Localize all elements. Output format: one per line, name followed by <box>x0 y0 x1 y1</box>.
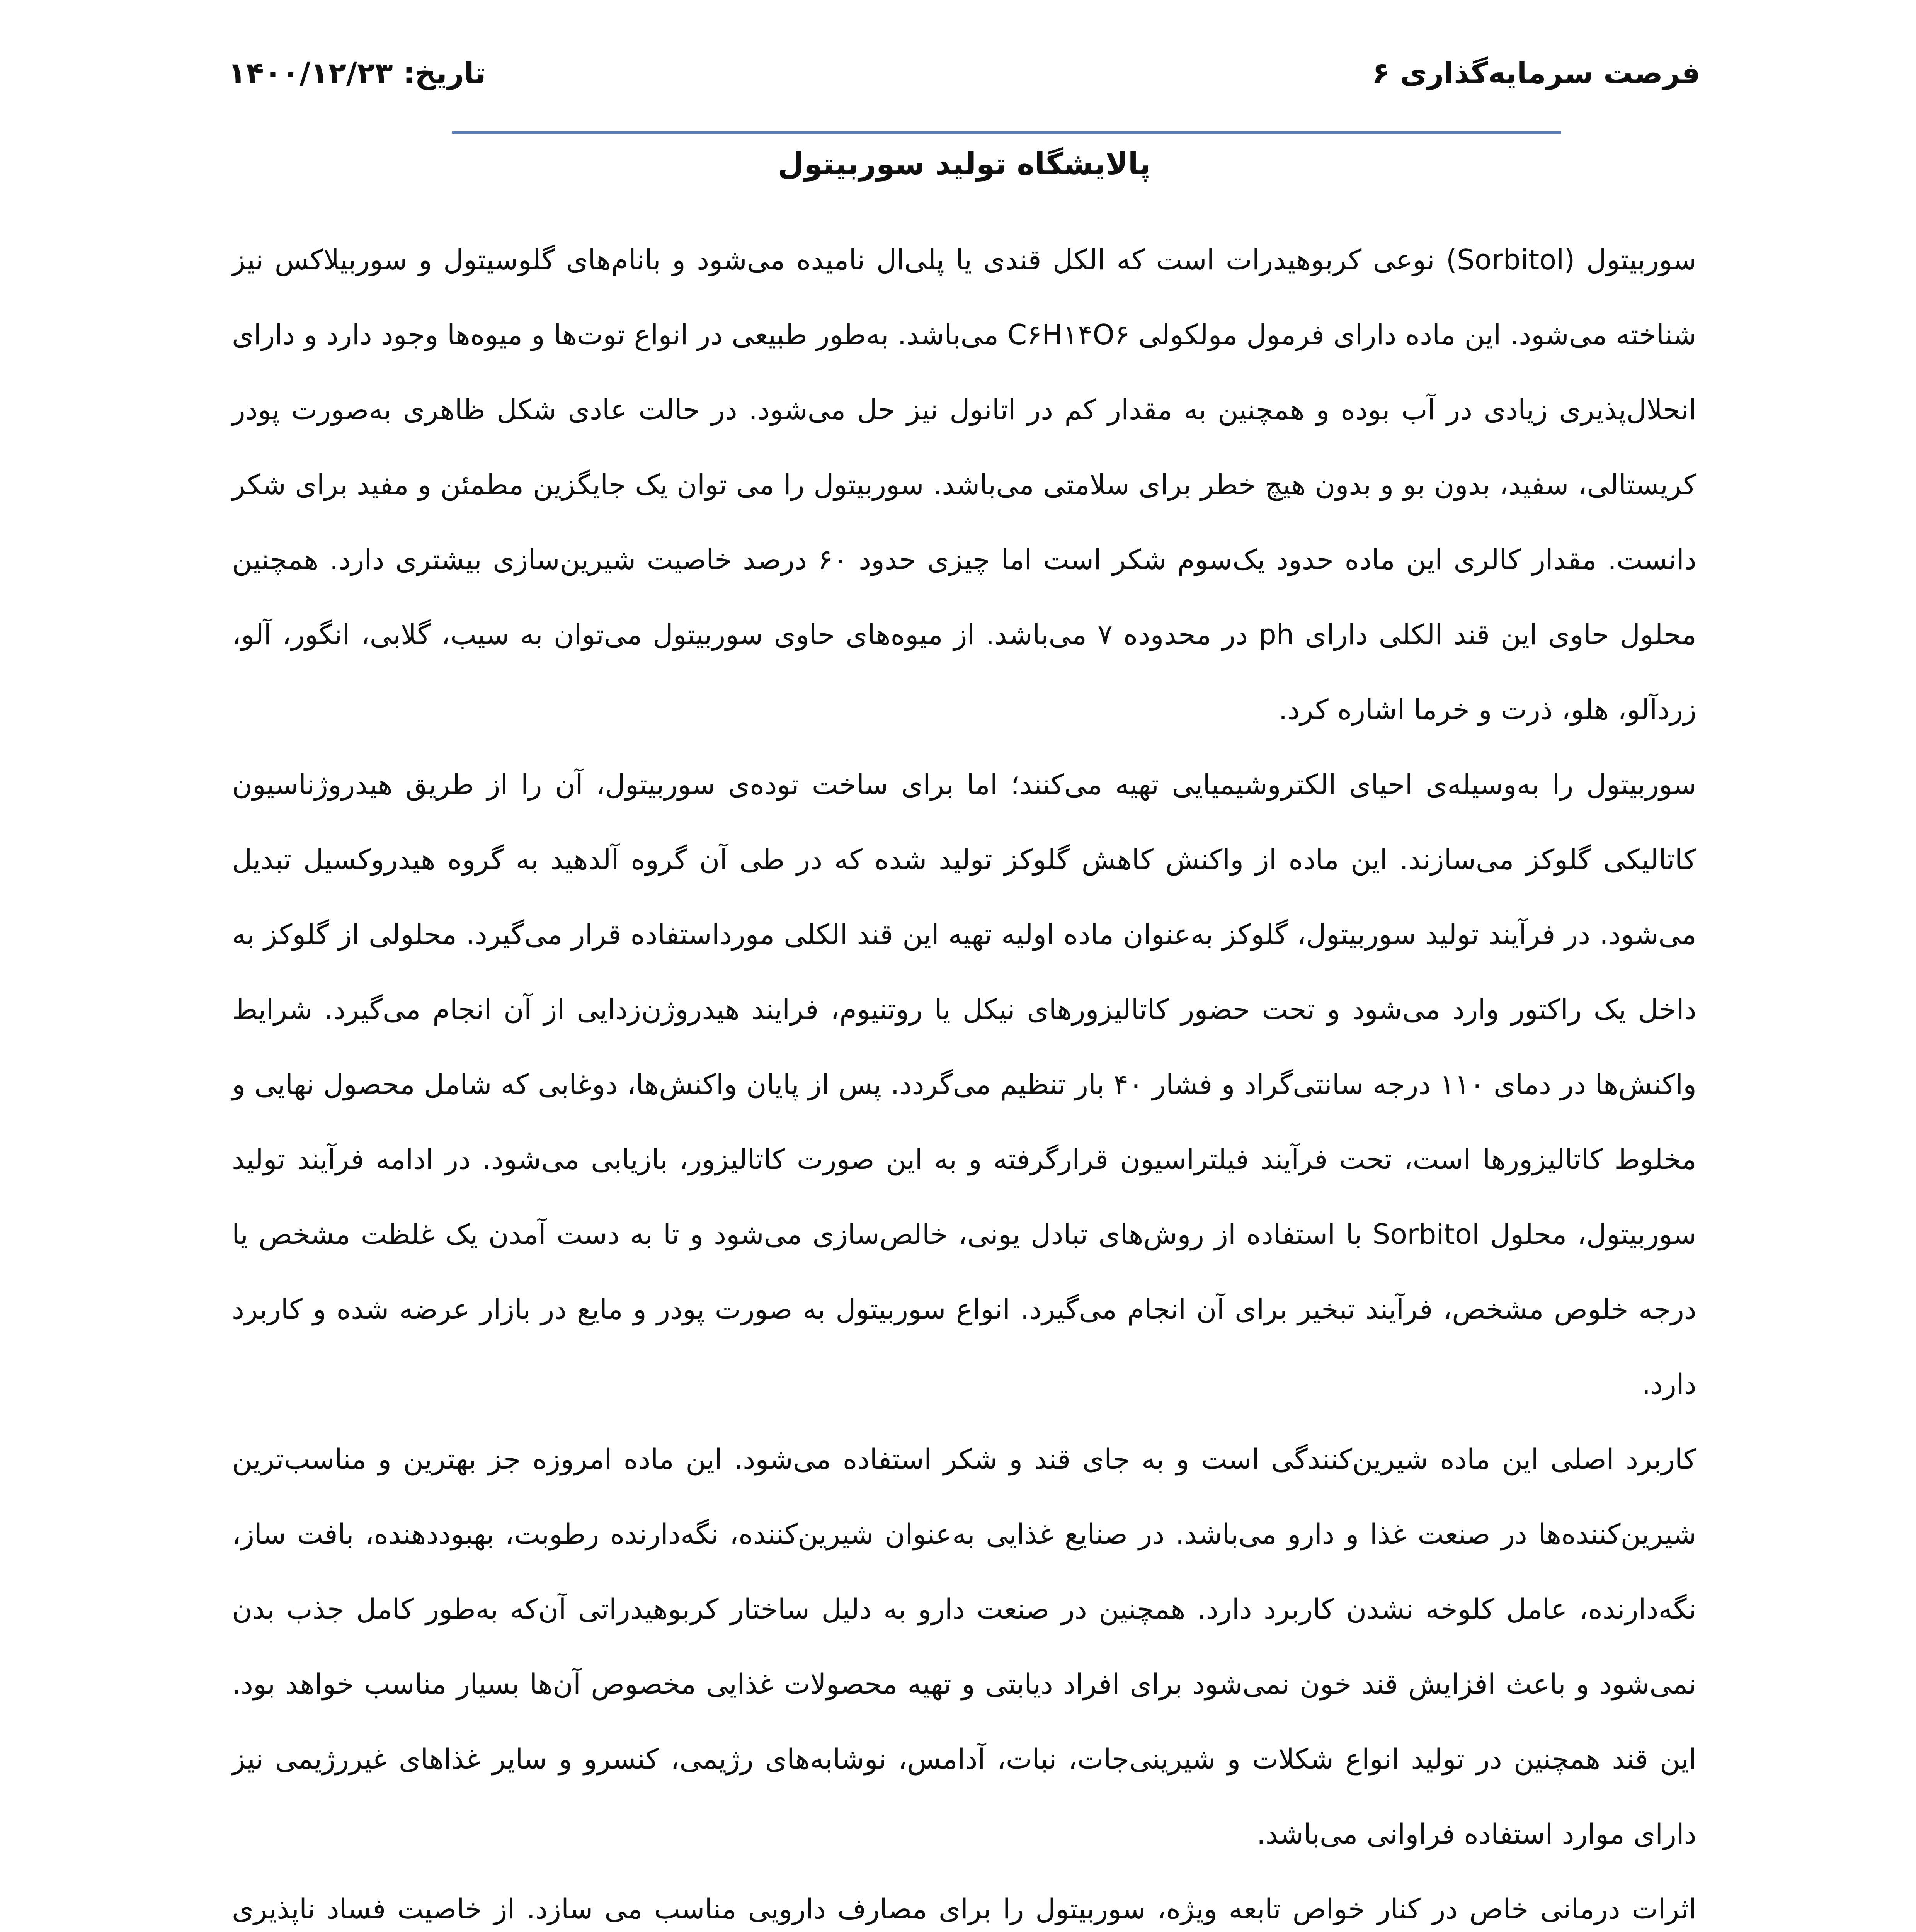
paragraph: کاربرد اصلی این ماده شیرین‌کنندگی است و به جای قند و شکر استفاده می‌شود. این ماده امروزه جز بهترین و مناسب‌ترین شیرین‌کننده‌ها در صنعت غذا و دارو می‌باشد. در صنایع غذایی به‌عنوان شیرین‌کننده، نگه‌دارنده رطوبت، بهبوددهنده، بافت ساز، نگه‌دارنده، عامل کلوخه نشدن کاربرد دارد. همچنین در صنعت دارو به دلیل ساختار کربوهیدراتی آن‌که به‌طور کامل جذب بدن نمی‌شود و باعث افزایش قند خون نمی‌شود برای افراد دیابتی و تهیه محصولات غذایی مخصوص آن‌ها بسیار مناسب خواهد بود. این قند همچنین در تولید انواع شکلات و شیرینی‌جات، نبات، آدامس، نوشابه‌های رژیمی، کنسرو و سایر غذاهای غیررژیمی نیز دارای موارد استفاده فراوانی می‌باشد. <box>232 1443 1696 1850</box>
body-text <box>232 222 1696 1932</box>
document-title: پالایشگاه تولید سوربیتول <box>778 147 1151 182</box>
header-date: تاریخ: ۱۴۰۰/۱۲/۲۳ <box>228 55 486 90</box>
paragraph: سوربیتول (Sorbitol) نوعی کربوهیدرات است که الکل قندی یا پلی‌ال نامیده می‌شود و بانام‌های گلوسیتول و سوربیلاکس نیز شناخته می‌شود. این ماده دارای فرمول مولکولی C۶H۱۴O۶ می‌باشد. به‌طور طبیعی در انواع توت‌ها و میوه‌ها وجود دارد و دارای انحلال‌پذیری زیادی در آب بوده و همچنین به مقدار کم در اتانول نیز حل می‌شود. در حالت عادی شکل ظاهری به‌صورت پودر کریستالی، سفید، بدون بو و بدون هیچ خطر برای سلامتی می‌باشد. سوربیتول را می توان یک جایگزین مطمئن و مفید برای شکر دانست. مقدار کالری این ماده حدود یک‌سوم شکر است اما چیزی حدود ۶۰ درصد خاصیت شیرین‌سازی بیشتری دارد. همچنین محلول حاوی این قند الکلی دارای ph در محدوده ۷ می‌باشد. از میوه‌های حاوی سوربیتول می‌توان به سیب، گلابی، انگور، آلو، زردآلو، هلو، ذرت و خرما اشاره کرد. <box>232 243 1697 726</box>
header-divider <box>452 131 1561 134</box>
page-header <box>228 46 1700 100</box>
header-title: فرصت سرمایه‌گذاری ۶ <box>1371 55 1700 90</box>
paragraph: سوربیتول را به‌وسیله‌ی احیای الکتروشیمیایی تهیه می‌کنند؛ اما برای ساخت توده‌ی سوربیتول، آن را از طریق هیدروژناسیون کاتالیکی گلوکز می‌سازند. این ماده از واکنش کاهش گلوکز تولید شده که در طی آن گروه آلدهید به گروه هیدروکسیل تبدیل می‌شود. در فرآیند تولید سوربیتول، گلوکز به‌عنوان ماده اولیه تهیه این قند الکلی مورداستفاده قرار می‌گیرد. محلولی از گلوکز به داخل یک راکتور وارد می‌شود و تحت حضور کاتالیزورهای نیکل یا روتنیوم، فرایند هیدروژن‌زدایی از آن انجام می‌گیرد. شرایط واکنش‌ها در دمای ۱۱۰ درجه سانتی‌گراد و فشار ۴۰ بار تنظیم می‌گردد. پس از پایان واکنش‌ها، دوغابی که شامل محصول نهایی و مخلوط کاتالیزورها است، تحت فرآیند فیلتراسیون قرارگرفته و به این صورت کاتالیزور، بازیابی می‌شود. در ادامه فرآیند تولید سوربیتول، محلول Sorbitol با استفاده از روش‌های تبادل یونی، خالص‌سازی می‌شود و تا به دست آمدن یک غلظت مشخص یا درجه خلوص مشخص، فرآیند تبخیر برای آن انجام می‌گیرد. انواع سوربیتول به صورت پودر و مایع در بازار عرضه شده و کاربرد دارد. <box>232 768 1696 1400</box>
paragraph: اثرات درمانی خاص در کنار خواص تابعه ویژه، سوربیتول را برای مصارف دارویی مناسب می سازد. از خاصیت فساد ناپذیری <box>232 1893 1696 1925</box>
